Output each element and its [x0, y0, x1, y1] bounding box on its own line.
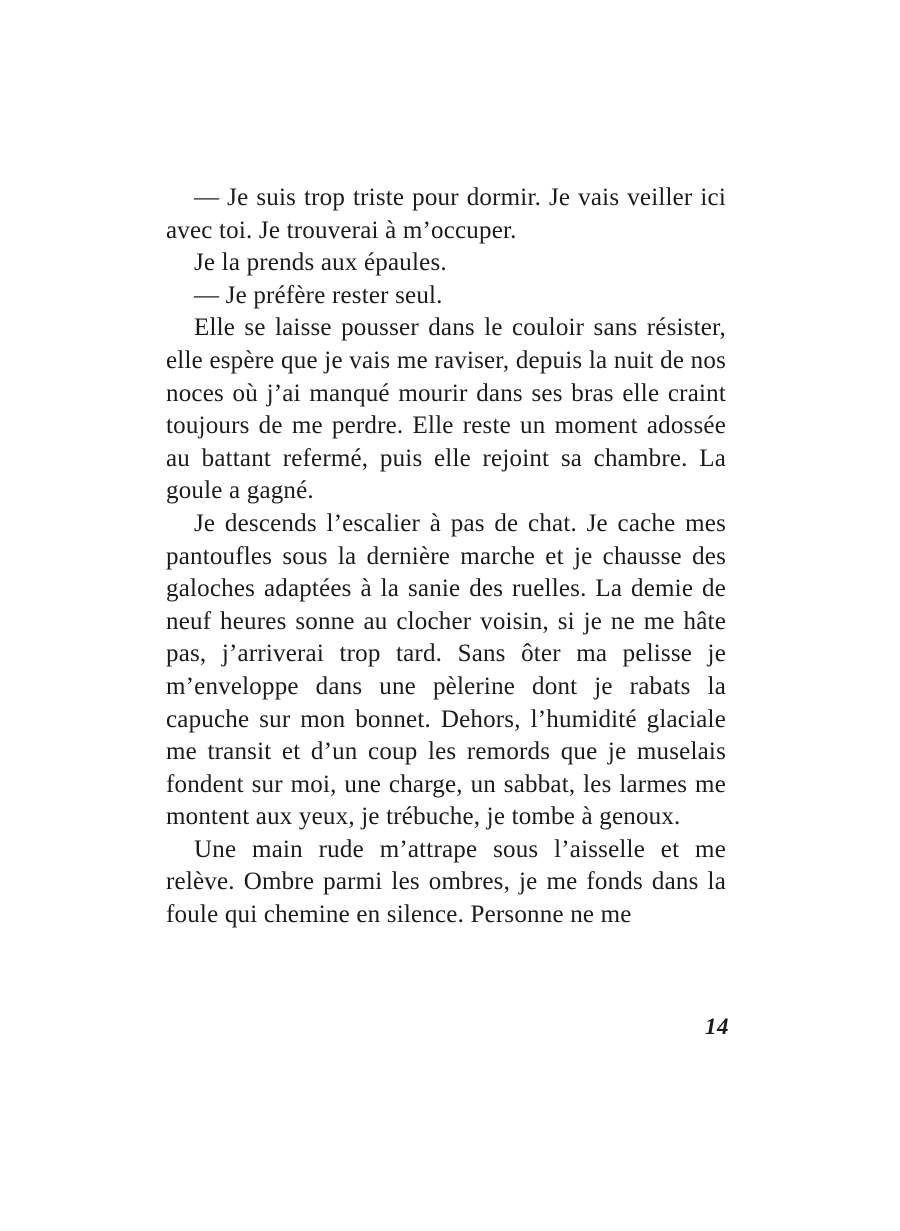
paragraph-narration-2: Elle se laisse pousser dans le couloir sans résister, elle espère que je vais me raviser, depuis la nuit de nos noces où j’ai manqué mourir dans ses bras elle craint toujours de me perdre. Elle reste un moment adossée au battant refermé, puis elle rejoint sa chambre. La goule a gagné. [166, 314, 726, 505]
paragraph-dialogue-1: — Je suis trop triste pour dormir. Je vais veiller ici avec toi. Je trouverai à m’occuper. [166, 184, 726, 244]
paragraph-narration-3: Je descends l’escalier à pas de chat. Je cache mes pantoufles sous la dernière marche et je chausse des galoches adaptées à la sanie des ruelles. La demie de neuf heures sonne au clocher voisin, si je ne me hâte pas, j’arriverai trop tard. Sans ôter ma pelisse je m’enveloppe dans une pèlerine dont je rabats la capuche sur mon bonnet. Dehors, l’humidité glaciale me transit et d’un coup les remords que je muselais fondent sur moi, une charge, un sabbat, les larmes me montent aux yeux, je trébuche, je tombe à genoux. [166, 509, 726, 831]
paragraph-dialogue-2: — Je préfère rester seul. [194, 281, 443, 309]
body-text-block [166, 182, 726, 932]
paragraph-narration-1: Je la prends aux épaules. [194, 249, 447, 277]
page-number: 14 [705, 1014, 729, 1039]
paragraph-narration-4: Une main rude m’attrape sous l’aisselle et me relève. Ombre parmi les ombres, je me fonds dans la foule qui chemine en silence. Personne ne me [166, 835, 726, 929]
